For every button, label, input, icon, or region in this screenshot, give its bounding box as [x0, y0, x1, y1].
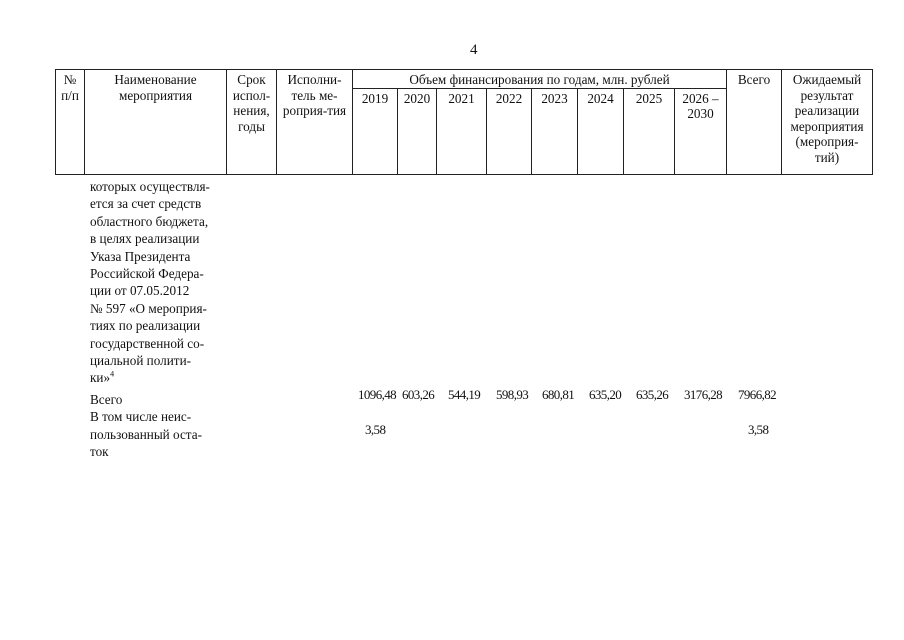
- text-line: областного бюджета,: [90, 213, 209, 229]
- row-remainder-label: В том числе неис-: [90, 409, 192, 425]
- value-2019: 1096,48: [358, 387, 397, 402]
- year-header: 2019: [353, 88, 398, 174]
- text-line: [90, 369, 227, 386]
- text-line: государственной со-: [90, 335, 205, 351]
- col-total-header: Всего: [727, 70, 782, 175]
- value-2025: 635,26: [636, 387, 669, 402]
- value-2020: 603,26: [402, 387, 435, 402]
- text-line: тиях по реализации: [90, 318, 201, 334]
- col-funding-header: Объем финансирования по годам, млн. рублей: [353, 70, 727, 89]
- col-term-header: Срок испол-нения, годы: [227, 70, 277, 175]
- table-header: [55, 69, 873, 175]
- measure-description: [90, 178, 227, 461]
- text-line: циальной полити-: [90, 353, 192, 369]
- year-header: 2020: [398, 88, 437, 174]
- value-total: 7966,82: [738, 387, 777, 402]
- col-num-header: № п/п: [56, 70, 85, 175]
- year-header: 2022: [487, 88, 532, 174]
- page-number: 4: [470, 42, 478, 58]
- text-line: которых осуществля-: [90, 179, 210, 194]
- text-line: ции от 07.05.2012: [90, 283, 190, 299]
- year-header: 2024: [578, 88, 624, 174]
- value-2021: 544,19: [448, 387, 481, 402]
- value-2022: 598,93: [496, 387, 529, 402]
- value-2026-2030: 3176,28: [684, 387, 723, 402]
- col-name-header: Наименование мероприятия: [85, 70, 227, 175]
- row-remainder-label: ток: [90, 444, 109, 460]
- value-2024: 635,20: [589, 387, 622, 402]
- year-header: 2023: [532, 88, 578, 174]
- year-header: 2026 – 2030: [675, 88, 727, 174]
- footnote-mark: 4: [110, 370, 115, 380]
- text-line: Указа Президента: [90, 248, 191, 264]
- col-exec-header: Исполни-тель ме-роприя-тия: [277, 70, 353, 175]
- year-header: 2021: [437, 88, 487, 174]
- row-total-label: Всего: [90, 391, 123, 407]
- col-result-header: Ожидаемый результат реализации мероприятия (мероприя-тий): [782, 70, 873, 175]
- text-line: № 597 «О мероприя-: [90, 300, 207, 316]
- value-total: 3,58: [748, 422, 769, 437]
- row-remainder-label: пользованный оста-: [90, 426, 202, 442]
- text-line: Российской Федера-: [90, 266, 204, 282]
- text-line: в целях реализации: [90, 231, 200, 247]
- year-header: 2025: [624, 88, 675, 174]
- value-2023: 680,81: [542, 387, 575, 402]
- value-2019: 3,58: [365, 422, 386, 437]
- text-line-last: ки»: [90, 370, 111, 386]
- text-line: ется за счет средств: [90, 196, 202, 212]
